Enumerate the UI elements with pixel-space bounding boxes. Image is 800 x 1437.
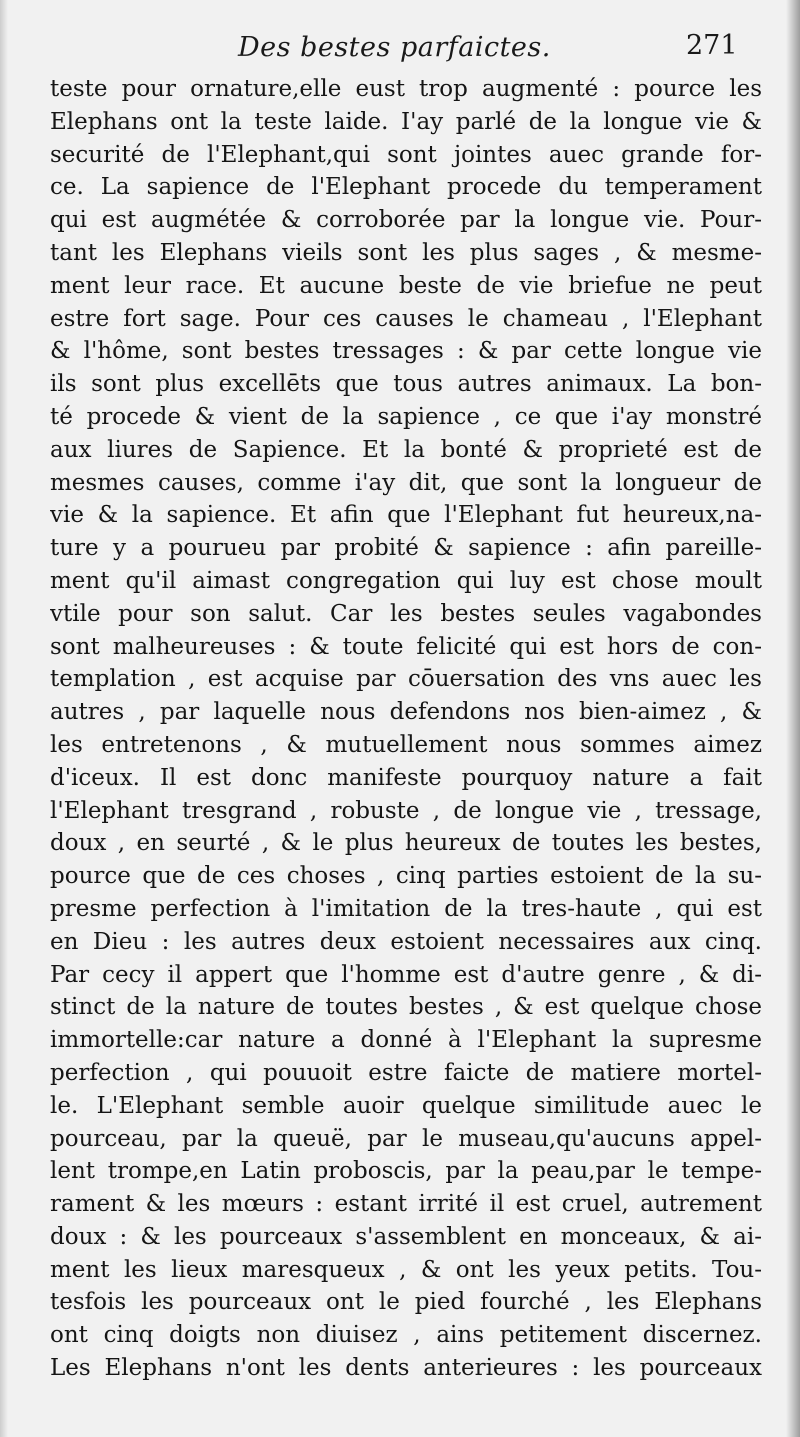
text-line: l'Elephant tresgrand , robuste , de longue vie , tressage, [50, 797, 762, 824]
text-line: les entretenons , & mutuellement nous sommes aimez [50, 731, 762, 758]
text-line: ils sont plus excellēts que tous autres animaux. La bon- [50, 371, 762, 398]
text-line: ment leur race. Et aucune beste de vie briefue ne peut [50, 272, 762, 299]
text-line: & l'hôme, sont bestes tressages : & par cette longue vie [50, 338, 762, 365]
text-line: doux : & les pourceaux s'assemblent en monceaux, & ai- [50, 1223, 762, 1250]
text-line: Par cecy il appert que l'homme est d'autre genre , & di- [50, 961, 762, 988]
spine-shadow [786, 0, 800, 1437]
text-line: rament & les mœurs : estant irrité il est cruel, autrement [50, 1191, 762, 1218]
text-line: tant les Elephans vieils sont les plus sages , & mesme- [50, 239, 762, 266]
text-line: ment qu'il aimast congregation qui luy est chose moult [50, 567, 762, 594]
text-line: pourceau, par la queuë, par le museau,qu'aucuns appel- [50, 1125, 762, 1152]
text-line: immortelle:car nature a donné à l'Elephant la supresme [50, 1027, 762, 1054]
text-line: lent trompe,en Latin proboscis, par la peau,par le tempe- [50, 1158, 762, 1185]
page-number: 271 [686, 30, 738, 61]
text-line: ment les lieux maresqueux , & ont les yeux petits. Tou- [50, 1256, 762, 1283]
text-line: qui est augmétée & corroborée par la longue vie. Pour- [50, 207, 762, 234]
text-line: d'iceux. Il est donc manifeste pourquoy nature a fait [50, 764, 762, 791]
text-line: securité de l'Elephant,qui sont jointes auec grande for- [50, 141, 762, 168]
text-line: en Dieu : les autres deux estoient necessaires aux cinq. [50, 928, 762, 955]
text-line: teste pour ornature,elle eust trop augmenté : pource les [50, 76, 762, 102]
text-line: vtile pour son salut. Car les bestes seules vagabondes [50, 600, 762, 627]
text-line: templation , est acquise par cōuersation des vns auec les [50, 666, 762, 693]
text-line: ce. La sapience de l'Elephant procede du temperament [50, 174, 762, 201]
text-line: té procede & vient de la sapience , ce que i'ay monstré [50, 403, 762, 430]
text-line: stinct de la nature de toutes bestes , & est quelque chose [50, 994, 762, 1021]
text-line: estre fort sage. Pour ces causes le chameau , l'Elephant [50, 305, 762, 332]
text-line: perfection , qui pouuoit estre faicte de matiere mortel- [50, 1059, 762, 1086]
text-line: ture y a pourueu par probité & sapience : afin pareille- [50, 535, 762, 562]
running-head [0, 28, 800, 72]
body-text [50, 73, 762, 1385]
text-line: presme perfection à l'imitation de la tres-haute , qui est [50, 895, 762, 922]
text-line: ont cinq doigts non diuisez , ains petitement discernez. [50, 1322, 762, 1349]
text-line: Les Elephans n'ont les dents anterieures : les pourceaux [50, 1355, 762, 1382]
text-line: sont malheureuses : & toute felicité qui est hors de con- [50, 633, 762, 660]
text-line: mesmes causes, comme i'ay dit, que sont la longueur de [50, 469, 762, 496]
text-line: doux , en seurté , & le plus heureux de toutes les bestes, [50, 830, 762, 857]
text-line: Elephans ont la teste laide. I'ay parlé de la longue vie & [50, 108, 762, 135]
text-line: pource que de ces choses , cinq parties estoient de la su- [50, 863, 762, 890]
text-line: tesfois les pourceaux ont le pied fourché , les Elephans [50, 1289, 762, 1316]
text-line: autres , par laquelle nous defendons nos bien-aimez , & [50, 699, 762, 726]
running-head-title: Des bestes parfaictes. [238, 32, 551, 63]
text-line: aux liures de Sapience. Et la bonté & proprieté est de [50, 436, 762, 463]
text-line: vie & la sapience. Et afin que l'Elephant fut heureux,na- [50, 502, 762, 529]
text-line: le. L'Elephant semble auoir quelque similitude auec le [50, 1092, 762, 1119]
page-edge-shadow [0, 0, 8, 1437]
